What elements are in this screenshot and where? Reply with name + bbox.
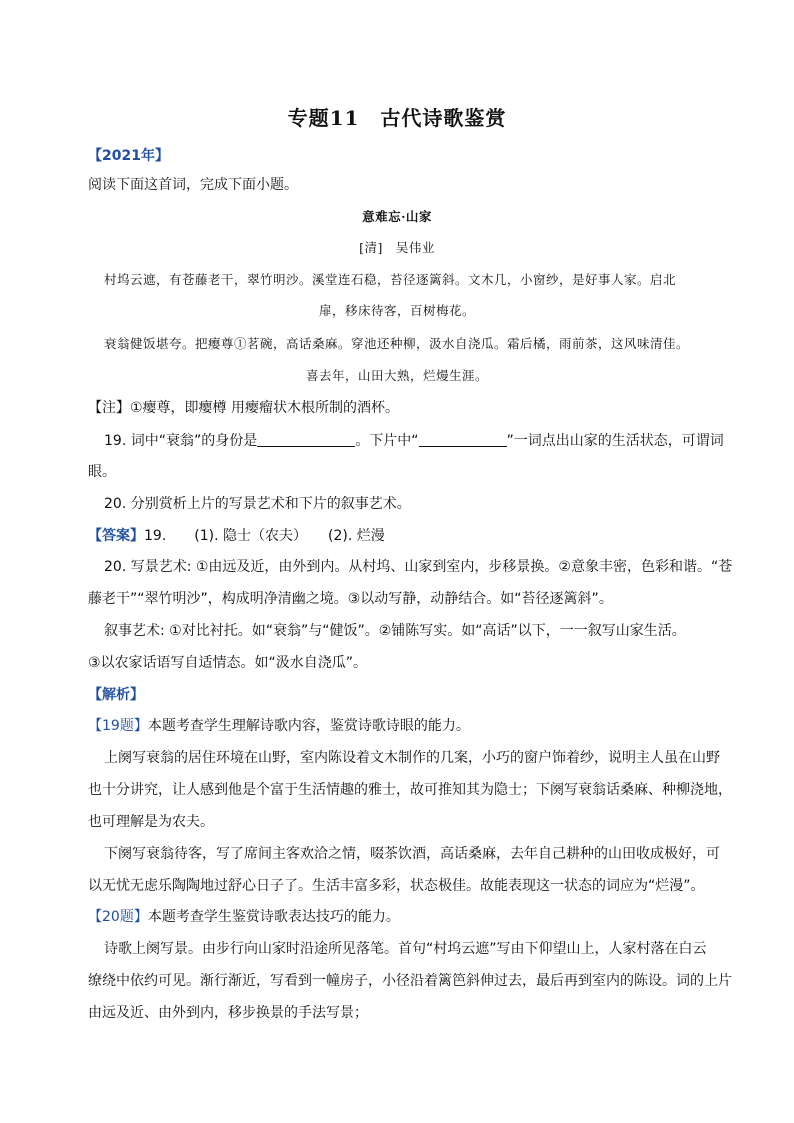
poem-line: 衰翁健饭堪夸。把瘿尊①茗碗，高话桑麻。穿池还种柳，汲水自浇瓜。霜后橘，雨前茶，这风味清佳。 xyxy=(104,336,690,351)
analysis-paragraph-line: 下阕写衰翁待客，写了席间主客欢洽之情，啜茶饮酒，高话桑麻，去年自己耕种的山田收成极好，可 xyxy=(104,846,720,862)
answer-blank xyxy=(257,430,355,447)
analysis-paragraph-line: 由远及近、由外到内，移步换景的手法写景； xyxy=(88,1005,368,1021)
poem-title: 意难忘·山家 xyxy=(362,209,432,224)
question-19 xyxy=(104,430,724,451)
answer-20-line: 藤老干”“翠竹明沙”，构成明净清幽之境。③以动写静，动静结合。如“苔径逐篱斜”。 xyxy=(88,591,613,607)
poem-line: 村坞云遮，有苍藤老干，翠竹明沙。溪堂连石稳，苔径逐篱斜。文木几，小窗纱，是好事人家。启北 xyxy=(104,272,677,287)
instruction-text: 阅读下面这首词，完成下面小题。 xyxy=(88,177,298,193)
answer-text: 19. (1). 隐士（农夫） (2). 烂漫 xyxy=(144,528,385,544)
answer-20-line: 20. 写景艺术: ①由远及近，由外到内。从村坞、山家到室内，步移景换。②意象丰密，色彩和谐。“苍 xyxy=(104,559,733,575)
q20-analysis-text: 本题考查学生鉴赏诗歌表达技巧的能力。 xyxy=(147,909,400,925)
question-19-part2: 。下片中“ xyxy=(355,433,419,449)
question-19-part3: ”一词点出山家的生活状态，可谓词 xyxy=(506,433,724,449)
answer-blank xyxy=(419,430,507,447)
analysis-label: 【解析】 xyxy=(88,687,144,703)
poem-line: 喜去年，山田大熟，烂熳生涯。 xyxy=(305,368,488,383)
answer-line xyxy=(88,526,385,546)
q19-analysis-text: 本题考查学生理解诗歌内容，鉴赏诗歌诗眼的能力。 xyxy=(147,718,470,734)
poem-author: [清] 吴伟业 xyxy=(359,240,435,255)
q20-analysis-tag: 【20题】 xyxy=(88,909,148,925)
analysis-paragraph-line: 诗歌上阕写景。由步行向山家时沿途所见落笔。首句“村坞云遮”写由下仰望山上，人家村落在白云 xyxy=(104,941,707,957)
analysis-paragraph-line: 也十分讲究，让人感到他是个富于生活情趣的雅士，故可推知其为隐士；下阕写衰翁话桑麻、种柳浇地， xyxy=(88,782,732,798)
q19-analysis-tag: 【19题】 xyxy=(88,718,148,734)
question-19-line2: 眼。 xyxy=(88,464,116,480)
narrative-line: ③以农家话语写自适情态。如“汲水自浇瓜”。 xyxy=(88,655,368,671)
analysis-paragraph-line: 也可理解是为农夫。 xyxy=(88,814,214,830)
q20-analysis xyxy=(88,907,400,927)
analysis-paragraph-line: 以无忧无虑乐陶陶地过舒心日子了。生活丰富多彩，状态极佳。故能表现这一状态的词应为“烂漫”。 xyxy=(88,878,705,894)
q19-analysis xyxy=(88,716,470,736)
question-19-part1: 19. 词中“衰翁”的身份是 xyxy=(104,433,258,449)
poem-line: 扉，移床待客，百树梅花。 xyxy=(318,303,475,318)
year-tag: 【2021年】 xyxy=(88,148,169,164)
page-title: 专题11 古代诗歌鉴赏 xyxy=(287,106,507,130)
analysis-paragraph-line: 缭绕中依约可见。渐行渐近，写看到一幢房子，小径沿着篱笆斜伸过去，最后再到室内的陈设。词的上片 xyxy=(88,973,732,989)
answer-label: 【答案】 xyxy=(88,528,144,544)
question-20: 20. 分别赏析上片的写景艺术和下片的叙事艺术。 xyxy=(104,496,411,512)
analysis-paragraph-line: 上阕写衰翁的居住环境在山野，室内陈设着文木制作的几案，小巧的窗户饰着纱，说明主人虽在山野 xyxy=(104,750,720,766)
narrative-line: 叙事艺术: ①对比衬托。如“衰翁”与“健饭”。②铺陈写实。如“高话”以下，一一叙写山家生活。 xyxy=(104,623,686,639)
note-text: 【注】①瘿尊，即瘿樽 用瘿瘤状木根所制的酒杯。 xyxy=(88,400,399,416)
